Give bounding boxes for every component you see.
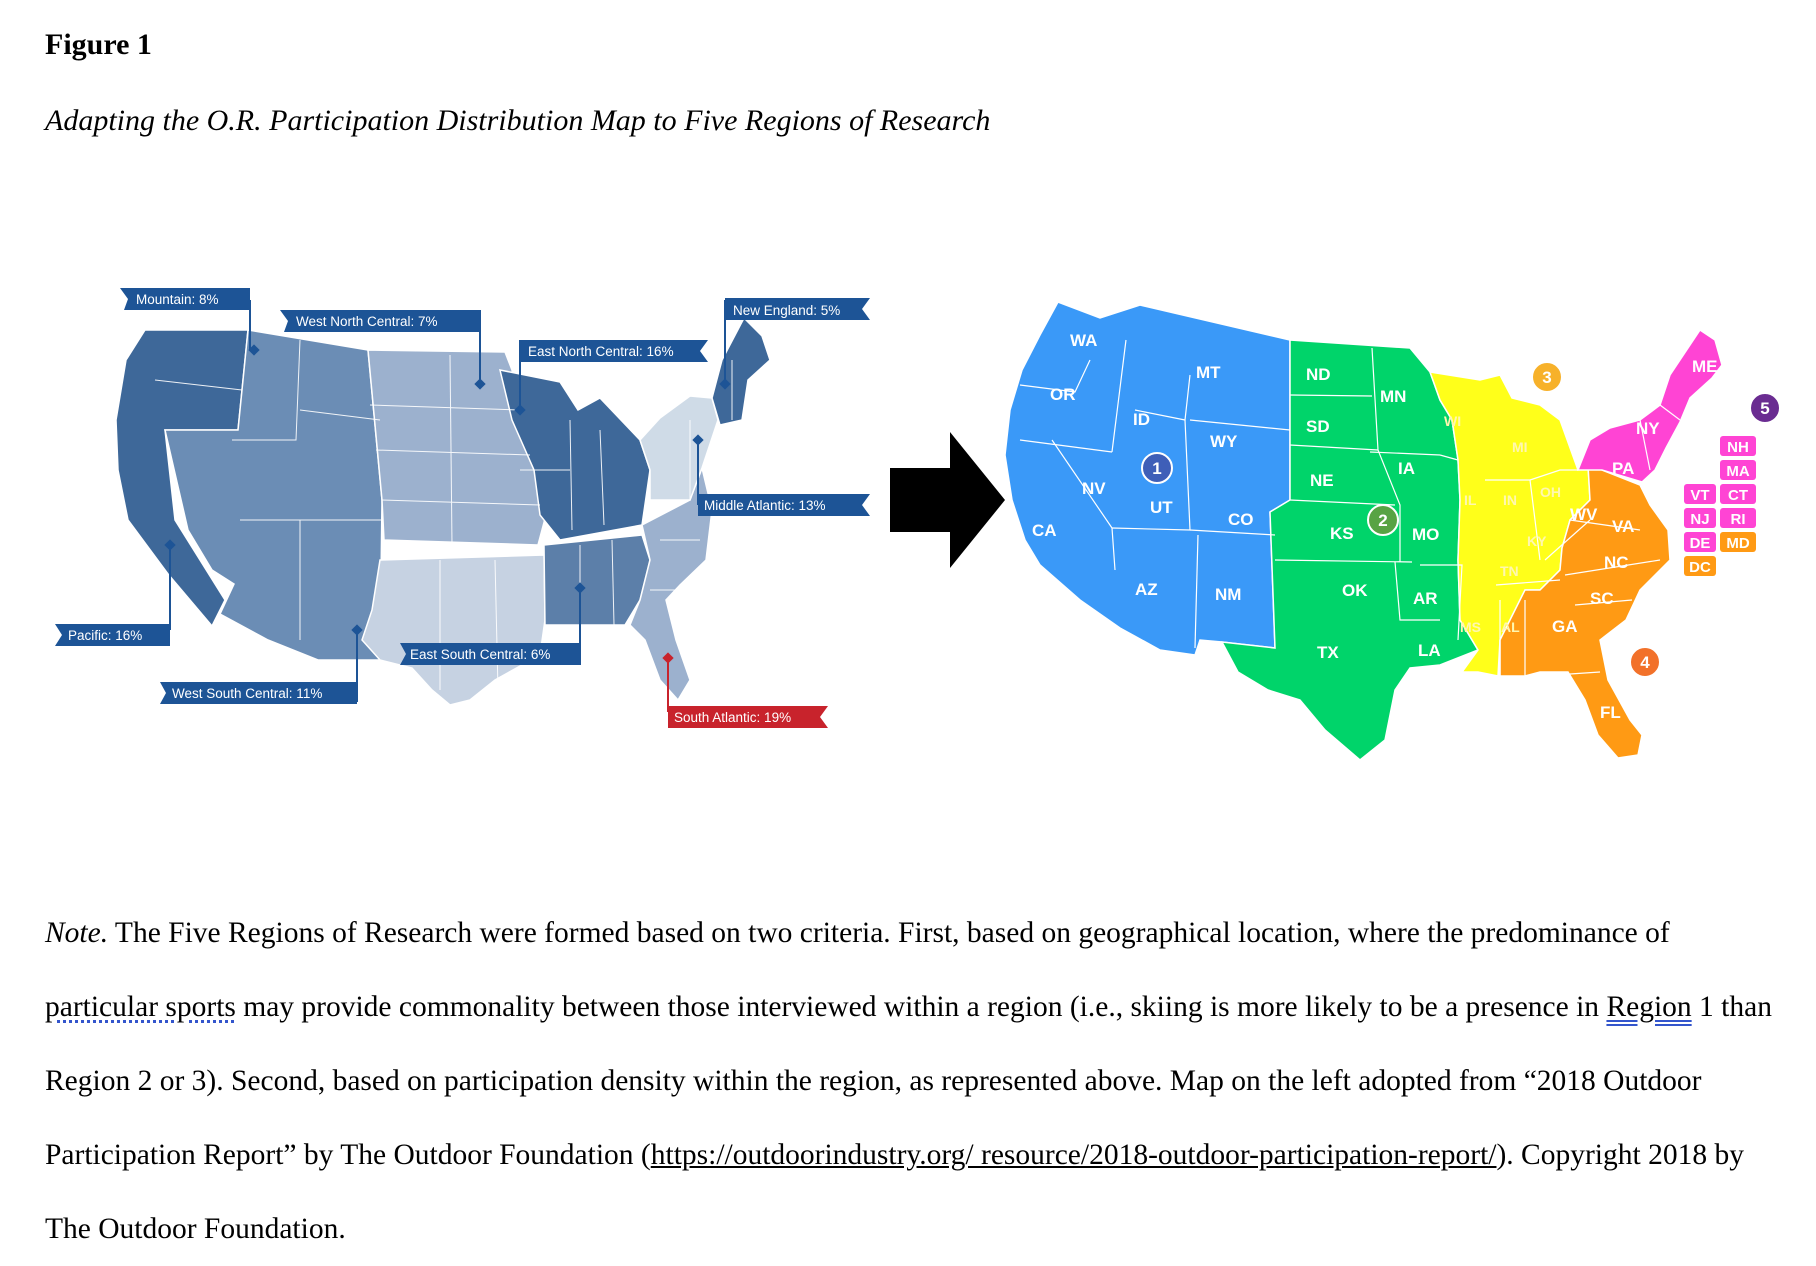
note-particular-sports: particular sports bbox=[45, 991, 236, 1023]
state-label-az: AZ bbox=[1135, 580, 1158, 599]
badge-md-text: MD bbox=[1726, 535, 1750, 552]
state-label-wa: WA bbox=[1070, 331, 1098, 350]
state-label-ut: UT bbox=[1150, 498, 1173, 517]
state-label-or: OR bbox=[1050, 385, 1076, 404]
note-text-3: 1 than Region 2 or 3). Second, based on participation density within the region, as represented above. Map on the left adopted from “2018 Outdoor Participation Report” by The Outdoor Foundation ( bbox=[45, 991, 1772, 1171]
callout-east-north-central-text: East North Central: 16% bbox=[528, 344, 674, 359]
badge-nj-text: NJ bbox=[1690, 511, 1710, 528]
badge-dc-text: DC bbox=[1689, 559, 1711, 576]
state-label-wv: WV bbox=[1570, 505, 1598, 524]
state-label-nv: NV bbox=[1082, 479, 1106, 498]
state-label-ky: KY bbox=[1527, 533, 1547, 549]
left-participation-map bbox=[55, 288, 870, 728]
state-label-wi: WI bbox=[1444, 413, 1462, 429]
note-lead: Note. bbox=[45, 917, 109, 949]
state-label-ok: OK bbox=[1342, 581, 1368, 600]
state-label-oh: OH bbox=[1540, 484, 1561, 500]
right-arrow bbox=[890, 432, 1005, 568]
region-new-england bbox=[712, 318, 770, 425]
state-label-ks: KS bbox=[1330, 524, 1354, 543]
state-label-co: CO bbox=[1228, 510, 1254, 529]
region-marker-5-text: 5 bbox=[1760, 399, 1770, 418]
state-label-mo: MO bbox=[1412, 525, 1440, 544]
callout-new-england-text: New England: 5% bbox=[733, 303, 841, 318]
state-label-ar: AR bbox=[1413, 589, 1438, 608]
state-label-il: IL bbox=[1464, 492, 1477, 508]
state-label-wy: WY bbox=[1210, 432, 1238, 451]
state-label-mi: MI bbox=[1512, 439, 1528, 455]
state-label-ca: CA bbox=[1032, 521, 1057, 540]
state-label-pa: PA bbox=[1612, 459, 1635, 478]
callout-east-south-central-text: East South Central: 6% bbox=[410, 647, 551, 662]
state-label-al: AL bbox=[1501, 619, 1520, 635]
state-label-mt: MT bbox=[1196, 363, 1221, 382]
figure-label: Figure 1 bbox=[45, 28, 152, 61]
callout-south-atlantic-text: South Atlantic: 19% bbox=[674, 710, 792, 725]
callout-west-south-central-text: West South Central: 11% bbox=[172, 686, 323, 701]
region-marker-2-text: 2 bbox=[1378, 511, 1388, 530]
region-marker-4-text: 4 bbox=[1640, 653, 1650, 672]
badge-de-text: DE bbox=[1689, 535, 1711, 552]
state-label-id: ID bbox=[1133, 410, 1150, 429]
state-label-in: IN bbox=[1503, 492, 1517, 508]
region-5 bbox=[1578, 330, 1722, 482]
state-label-nc: NC bbox=[1604, 553, 1629, 572]
right-regions-map bbox=[1005, 302, 1780, 760]
state-label-ga: GA bbox=[1552, 617, 1578, 636]
state-label-tx: TX bbox=[1317, 643, 1339, 662]
callout-south-atlantic bbox=[662, 652, 828, 728]
callout-west-north-central-text: West North Central: 7% bbox=[296, 314, 438, 329]
state-label-fl: FL bbox=[1600, 703, 1621, 722]
state-label-ny: NY bbox=[1636, 419, 1660, 438]
state-label-ne: NE bbox=[1310, 471, 1334, 490]
state-label-va: VA bbox=[1612, 517, 1635, 536]
region-west-south-central bbox=[362, 555, 545, 705]
region-marker-3-text: 3 bbox=[1542, 368, 1552, 387]
note-text-2: may provide commonality between those interviewed within a region (i.e., skiing is more likely to be a presence in bbox=[235, 991, 1607, 1023]
callout-pacific-text: Pacific: 16% bbox=[68, 628, 143, 643]
state-label-tn: TN bbox=[1500, 563, 1519, 579]
state-label-la: LA bbox=[1418, 641, 1441, 660]
state-label-nm: NM bbox=[1215, 585, 1242, 604]
state-label-ms: MS bbox=[1460, 619, 1481, 635]
figure-note bbox=[45, 896, 1785, 1266]
badge-vt-text: VT bbox=[1690, 487, 1710, 504]
callout-mountain-text: Mountain: 8% bbox=[136, 292, 219, 307]
note-region-word: Region bbox=[1606, 991, 1692, 1023]
badge-nh-text: NH bbox=[1727, 439, 1749, 456]
badge-ri-text: RI bbox=[1730, 511, 1746, 528]
note-source-link[interactable]: https://outdoorindustry.org/ resource/2018-outdoor-participation-report/ bbox=[650, 1139, 1497, 1171]
region-marker-1-text: 1 bbox=[1152, 459, 1162, 478]
callout-middle-atlantic-text: Middle Atlantic: 13% bbox=[704, 498, 826, 513]
figure-title: Adapting the O.R. Participation Distribution Map to Five Regions of Research bbox=[45, 104, 991, 137]
note-text-4: ). Copyright 2018 by The Outdoor Foundation. bbox=[45, 1139, 1744, 1245]
region-east-south-central bbox=[544, 535, 650, 625]
badge-ma-text: MA bbox=[1726, 463, 1750, 480]
badge-ct-text: CT bbox=[1728, 487, 1748, 504]
state-label-nd: ND bbox=[1306, 365, 1331, 384]
state-label-me: ME bbox=[1692, 357, 1718, 376]
state-label-sc: SC bbox=[1590, 589, 1614, 608]
state-label-ia: IA bbox=[1398, 459, 1415, 478]
callout-middle-atlantic bbox=[692, 434, 870, 516]
note-text-1: The Five Regions of Research were formed based on two criteria. First, based on geographical location, where the predominance of bbox=[108, 917, 1670, 949]
state-label-sd: SD bbox=[1306, 417, 1330, 436]
small-state-badges bbox=[1684, 436, 1756, 576]
state-label-mn: MN bbox=[1380, 387, 1407, 406]
